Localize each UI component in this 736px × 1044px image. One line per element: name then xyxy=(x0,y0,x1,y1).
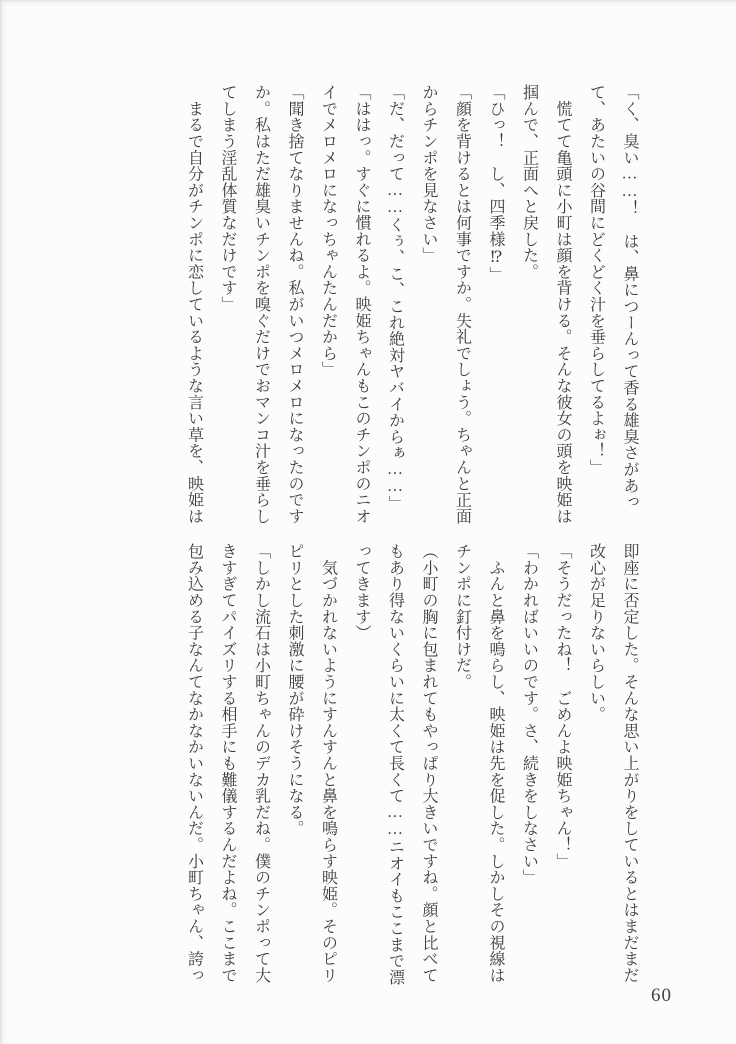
text-column: イでメロメロになっちゃんたんだから」 xyxy=(319,84,337,378)
text-column: ピリとした刺激に腰が砕けそうになる。 xyxy=(286,543,303,837)
text-column: ってきます） xyxy=(353,543,370,641)
text-column: （小町の胸に包まれてもやっぱり大きいですね。顔と比べて xyxy=(420,543,437,984)
page-number: 60 xyxy=(651,985,672,1006)
text-column: 「顔を背けるとは何事ですか。失礼でしょう。ちゃんと正面 xyxy=(453,84,471,525)
text-column: 「しかし流石は小町ちゃんのデカ乳だね。僕のチンポって大 xyxy=(252,543,270,984)
text-column: 気づかれないようにすんすんと鼻を鳴らす映姫。そのピリ xyxy=(319,543,337,984)
text-block-upper xyxy=(166,84,646,550)
text-column: 掴んで、正面へと戻した。 xyxy=(520,84,538,280)
text-column: きすぎてパイズリする相手にも難儀するんだよね。ここまで xyxy=(219,543,236,984)
text-column: からチンポを見なさい」 xyxy=(420,84,437,264)
text-column: 包み込める子なんてなかなかいないんだ。小町ちゃん、誇っ xyxy=(185,543,203,984)
text-column: 「わかればいいのです。さ、続きをしなさい」 xyxy=(520,543,538,886)
text-column: もあり得ないくらいに太くて長くて……ニオイもここまで漂 xyxy=(386,543,404,986)
text-column: 「ひっ！ し、四季様⁉」 xyxy=(487,84,504,283)
text-column: て、あたいの谷間にどくどく汁を垂らしてるよぉ！」 xyxy=(587,84,605,476)
text-column: ふんと鼻を鳴らし、映姫は先を促した。しかしその視線は xyxy=(487,543,504,984)
scan-edge-top xyxy=(0,0,736,3)
scan-edge-left xyxy=(0,0,3,1044)
text-column: 即座に否定した。そんな思い上がりをしているとはまだまだ xyxy=(621,543,638,984)
text-column: 「そうだったね！ ごめんよ映姫ちゃん！」 xyxy=(554,543,571,869)
text-column: チンポに釘付けだ。 xyxy=(453,543,471,690)
text-column: 「聞き捨てなりませんね。私がいつメロメロになったのです xyxy=(286,84,303,525)
text-column: 「ははっ。すぐに慣れるよ。映姫ちゃんもこのチンポのニオ xyxy=(353,84,370,525)
text-column: 慌てて亀頭に小町は顔を背ける。そんな彼女の頭を映姫は xyxy=(554,84,571,525)
text-column: 「く、臭い……！ は、鼻につーんって香る雄臭さがあっ xyxy=(621,84,638,510)
text-column: か。私はただ雄臭いチンポを嗅ぐだけでおマンコ汁を垂らし xyxy=(252,84,270,525)
text-column: てしまう淫乱体質なだけです」 xyxy=(219,84,236,313)
text-column: まるで自分がチンポに恋しているような言い草を、映姫は xyxy=(185,84,203,525)
text-block-lower xyxy=(166,543,646,1009)
text-column: 「だ、だって……くぅ、こ、これ絶対ヤバイからぁ……」 xyxy=(386,84,404,512)
text-column: 改心が足りないらしい。 xyxy=(587,543,605,723)
